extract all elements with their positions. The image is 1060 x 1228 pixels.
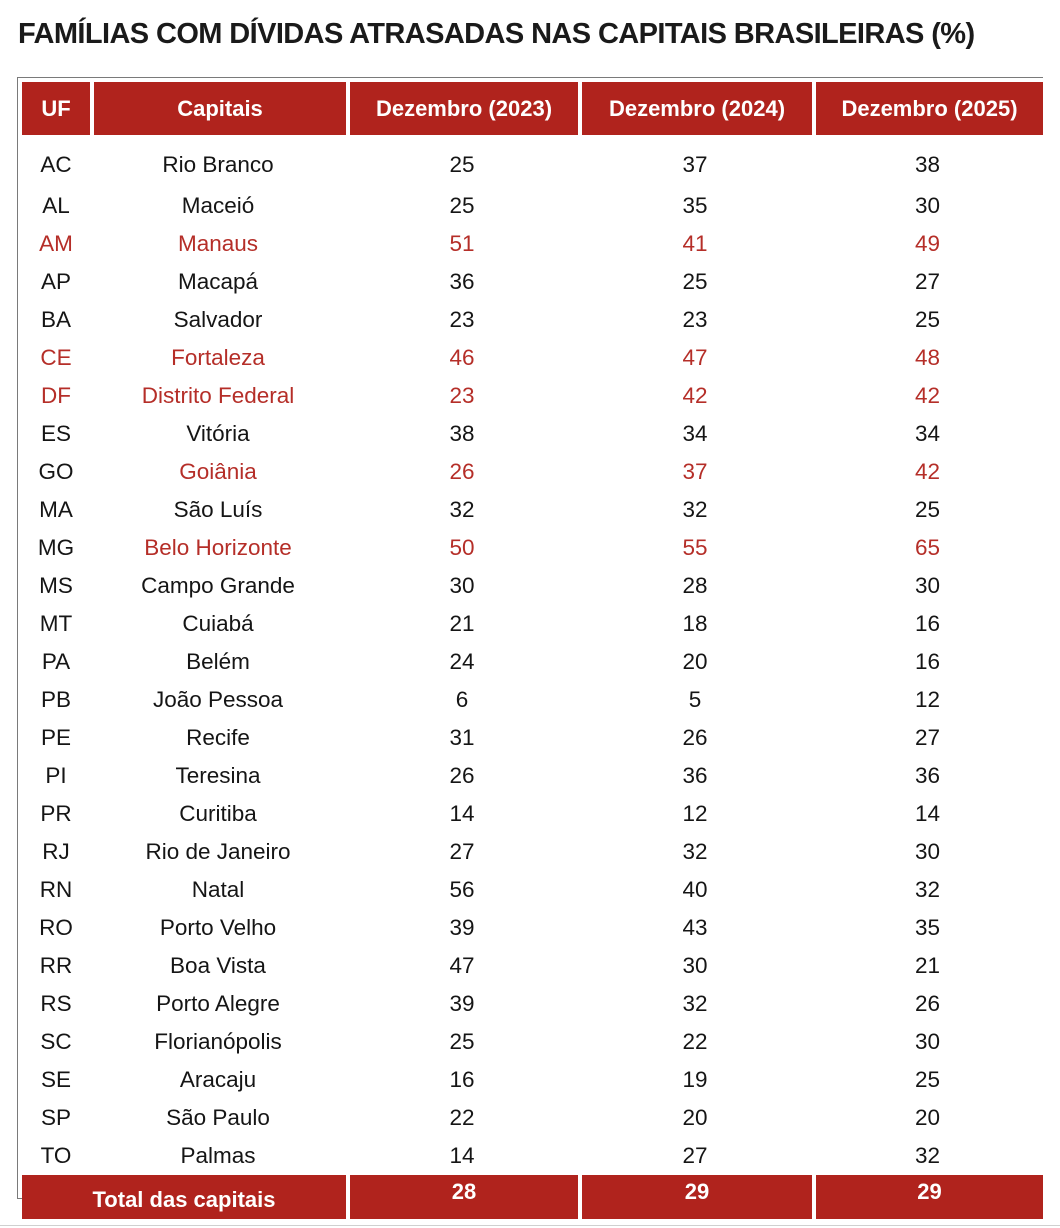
table-row <box>22 643 1043 681</box>
cell-2024: 30 <box>682 953 708 978</box>
table-row <box>22 795 1043 833</box>
cell-2024: 36 <box>682 763 708 788</box>
header-capitais: Capitais <box>90 82 346 135</box>
cell-uf: CE <box>40 345 72 370</box>
cell-2024: 32 <box>682 839 708 864</box>
cell-2024: 27 <box>682 1143 708 1168</box>
header-dez-2023: Dezembro (2023) <box>346 82 578 135</box>
cell-2025: 25 <box>914 307 941 332</box>
cell-uf: RN <box>39 877 73 902</box>
cell-2023: 46 <box>449 345 475 370</box>
table-row <box>22 757 1043 795</box>
cell-2025: 32 <box>914 1143 941 1168</box>
cell-city: São Paulo <box>166 1105 270 1130</box>
cell-2023: 25 <box>449 152 475 177</box>
table-row <box>22 339 1043 377</box>
cell-2025: 49 <box>914 231 941 256</box>
cell-2025: 16 <box>914 611 941 636</box>
header-row <box>22 82 1043 135</box>
table-row <box>22 377 1043 415</box>
cell-2025: 65 <box>914 535 941 560</box>
cell-2025: 27 <box>914 269 941 294</box>
cell-2023: 30 <box>449 573 475 598</box>
cell-2024: 55 <box>682 535 708 560</box>
cell-2023: 27 <box>449 839 475 864</box>
cell-2025: 12 <box>914 687 941 712</box>
cell-2023: 39 <box>449 915 475 940</box>
cell-uf: AM <box>39 231 73 256</box>
cell-uf: RS <box>40 991 72 1016</box>
table-row <box>22 719 1043 757</box>
cell-2025: 20 <box>914 1105 941 1130</box>
cell-city: Distrito Federal <box>141 383 295 408</box>
cell-2023: 16 <box>449 1067 475 1092</box>
cell-uf: AL <box>42 193 70 218</box>
cell-city: Macapá <box>177 269 259 294</box>
cell-uf: RR <box>39 953 73 978</box>
cell-uf: PE <box>40 725 71 750</box>
cell-uf: GO <box>38 459 74 484</box>
cell-2023: 39 <box>449 991 475 1016</box>
cell-city: Natal <box>191 877 245 902</box>
cell-2024: 20 <box>682 649 708 674</box>
cell-2024: 32 <box>682 497 708 522</box>
cell-2023: 36 <box>449 269 475 294</box>
cell-2025: 30 <box>914 573 941 598</box>
table-row <box>22 567 1043 605</box>
table-row <box>22 985 1043 1023</box>
cell-city: Rio de Janeiro <box>145 839 291 864</box>
cell-2025: 42 <box>914 383 941 408</box>
table-row <box>22 263 1043 301</box>
cell-uf: PI <box>45 763 67 788</box>
cell-2024: 23 <box>682 307 708 332</box>
cell-2024: 34 <box>682 421 708 446</box>
cell-city: Salvador <box>173 307 263 332</box>
cell-2025: 21 <box>914 953 941 978</box>
table-row <box>22 1023 1043 1061</box>
cell-2025: 38 <box>914 152 941 177</box>
table-row <box>22 415 1043 453</box>
cell-2025: 42 <box>914 459 941 484</box>
cell-2023: 21 <box>449 611 475 636</box>
table-row <box>22 833 1043 871</box>
cell-2024: 19 <box>682 1067 708 1092</box>
cell-2024: 20 <box>682 1105 708 1130</box>
cell-uf: ES <box>40 421 71 446</box>
cell-2025: 25 <box>914 497 941 522</box>
cell-city: Florianópolis <box>154 1029 282 1054</box>
table-row <box>22 529 1043 567</box>
cell-city: Palmas <box>180 1143 256 1168</box>
cell-2024: 22 <box>682 1029 708 1054</box>
cell-uf: AP <box>40 269 71 294</box>
cell-2024: 28 <box>682 573 708 598</box>
cell-uf: PA <box>41 649 71 674</box>
cell-2025: 30 <box>914 1029 941 1054</box>
cell-city: Rio Branco <box>162 152 274 177</box>
table-row <box>22 681 1043 719</box>
cell-uf: RO <box>39 915 73 940</box>
debts-table <box>22 82 1043 1219</box>
cell-2025: 30 <box>914 839 941 864</box>
cell-2024: 37 <box>682 152 708 177</box>
header-dez-2025: Dezembro (2025) <box>812 82 1043 135</box>
cell-2023: 32 <box>449 497 475 522</box>
cell-uf: PB <box>40 687 71 712</box>
cell-city: Belém <box>186 649 250 674</box>
cell-2023: 47 <box>449 953 475 978</box>
cell-2024: 12 <box>682 801 708 826</box>
cell-city: Belo Horizonte <box>144 535 292 560</box>
cell-2023: 6 <box>455 687 469 712</box>
cell-2024: 43 <box>682 915 708 940</box>
cell-2023: 23 <box>449 383 475 408</box>
cell-uf: MS <box>39 573 73 598</box>
cell-2024: 18 <box>682 611 708 636</box>
cell-2023: 56 <box>449 877 475 902</box>
cell-city: Manaus <box>177 231 259 256</box>
cell-city: São Luís <box>173 497 263 522</box>
table-row <box>22 1061 1043 1099</box>
page-title: FAMÍLIAS COM DÍVIDAS ATRASADAS NAS CAPITAIS BRASILEIRAS (%) <box>18 18 975 50</box>
cell-uf: RJ <box>42 839 70 864</box>
table-row <box>22 605 1043 643</box>
cell-2023: 50 <box>449 535 475 560</box>
cell-2023: 26 <box>449 763 475 788</box>
cell-uf: MG <box>37 535 75 560</box>
table-row <box>22 187 1043 225</box>
cell-uf: PR <box>40 801 72 826</box>
cell-2024: 42 <box>682 383 708 408</box>
cell-2025: 27 <box>914 725 941 750</box>
cell-2025: 35 <box>914 915 941 940</box>
cell-2023: 14 <box>449 801 475 826</box>
table-row <box>22 453 1043 491</box>
header-dez-2024: Dezembro (2024) <box>578 82 812 135</box>
total-2023: 28 <box>346 1175 578 1219</box>
cell-city: Curitiba <box>179 801 257 826</box>
cell-city: Goiânia <box>179 459 257 484</box>
cell-city: Porto Velho <box>159 915 277 940</box>
cell-city: Porto Alegre <box>156 991 280 1016</box>
cell-city: Recife <box>186 725 250 750</box>
cell-2024: 37 <box>682 459 708 484</box>
cell-2025: 36 <box>914 763 941 788</box>
table-row <box>22 871 1043 909</box>
cell-2025: 30 <box>914 193 941 218</box>
cell-2025: 16 <box>914 649 941 674</box>
cell-2023: 25 <box>449 1029 475 1054</box>
cell-2025: 32 <box>914 877 941 902</box>
cell-uf: MT <box>39 611 73 636</box>
cell-uf: TO <box>40 1143 72 1168</box>
cell-2023: 51 <box>449 231 475 256</box>
cell-uf: DF <box>41 383 71 408</box>
cell-2024: 5 <box>688 687 702 712</box>
cell-city: Campo Grande <box>141 573 295 598</box>
cell-2023: 22 <box>449 1105 475 1130</box>
total-row <box>22 1175 1043 1219</box>
table-row <box>22 1099 1043 1137</box>
table-row <box>22 1137 1043 1175</box>
cell-uf: BA <box>40 307 71 332</box>
cell-uf: AC <box>40 152 72 177</box>
cell-2024: 40 <box>682 877 708 902</box>
table-row <box>22 491 1043 529</box>
cell-2023: 24 <box>449 649 475 674</box>
cell-city: Teresina <box>175 763 261 788</box>
cell-city: Aracaju <box>179 1067 257 1092</box>
header-uf: UF <box>22 82 90 135</box>
cell-uf: SP <box>40 1105 71 1130</box>
cell-2025: 48 <box>914 345 941 370</box>
cell-uf: SC <box>40 1029 72 1054</box>
cell-2023: 14 <box>449 1143 475 1168</box>
cell-2025: 26 <box>914 991 941 1016</box>
cell-2024: 35 <box>682 193 708 218</box>
cell-city: Maceió <box>181 193 255 218</box>
table-row <box>22 909 1043 947</box>
table-row <box>22 947 1043 985</box>
total-label: Total das capitais <box>22 1175 346 1219</box>
cell-city: Cuiabá <box>182 611 254 636</box>
cell-2024: 41 <box>682 231 708 256</box>
cell-2025: 25 <box>914 1067 941 1092</box>
cell-2025: 34 <box>914 421 941 446</box>
table-row <box>22 225 1043 263</box>
cell-city: Vitória <box>186 421 250 446</box>
bottom-divider <box>0 1225 1060 1226</box>
cell-2023: 26 <box>449 459 475 484</box>
cell-2024: 32 <box>682 991 708 1016</box>
cell-2023: 31 <box>449 725 475 750</box>
total-2024: 29 <box>578 1175 812 1219</box>
table-row <box>22 135 1043 187</box>
total-2025: 29 <box>812 1175 1043 1219</box>
cell-2024: 25 <box>682 269 708 294</box>
cell-city: Boa Vista <box>170 953 266 978</box>
cell-2024: 47 <box>682 345 708 370</box>
cell-2023: 38 <box>449 421 475 446</box>
cell-city: Fortaleza <box>171 345 265 370</box>
cell-city: João Pessoa <box>152 687 284 712</box>
cell-2024: 26 <box>682 725 708 750</box>
cell-uf: SE <box>40 1067 71 1092</box>
cell-2023: 23 <box>449 307 475 332</box>
cell-2023: 25 <box>449 193 475 218</box>
cell-2025: 14 <box>914 801 941 826</box>
table-row <box>22 301 1043 339</box>
cell-uf: MA <box>39 497 73 522</box>
